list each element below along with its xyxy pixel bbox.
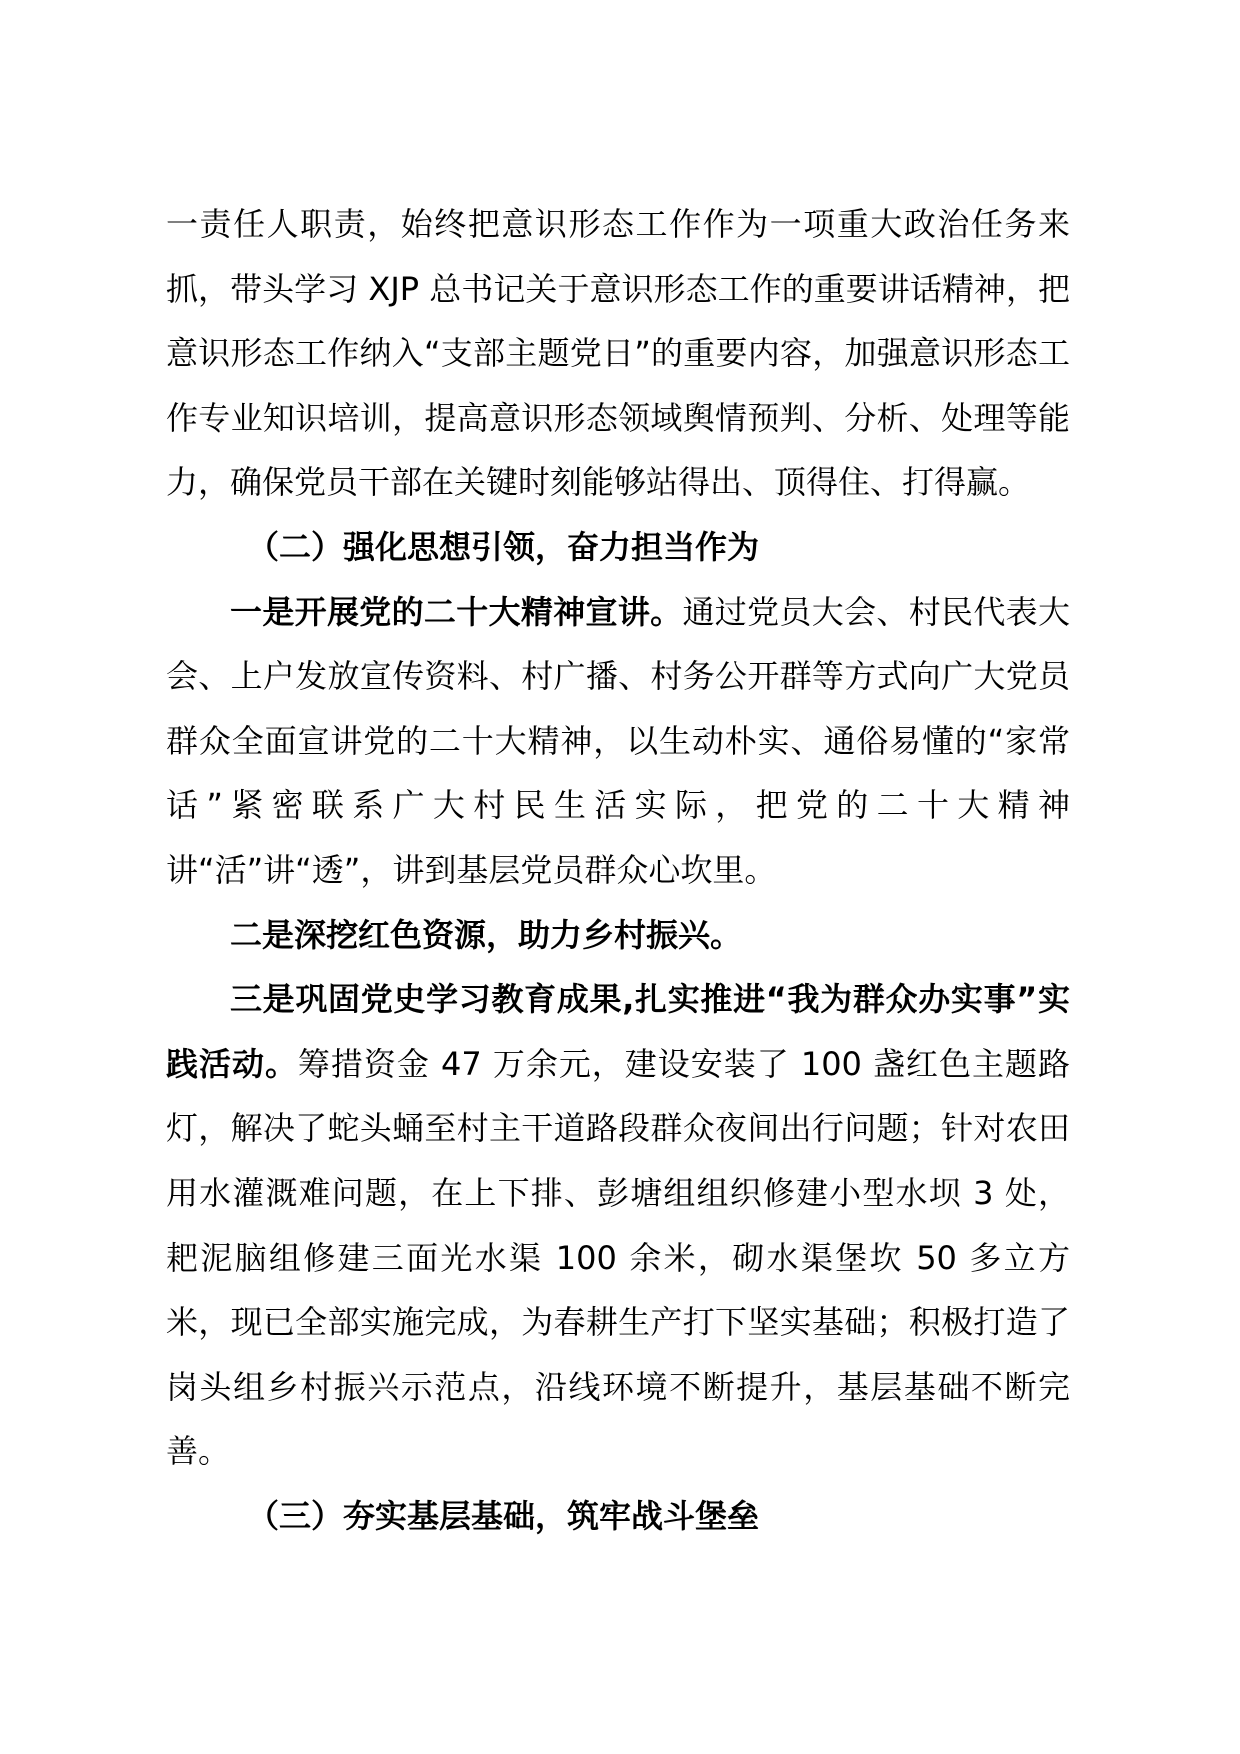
section-heading-2: （二）强化思想引领，奋力担当作为 [247, 527, 760, 566]
paragraph-responsibility: 一责任人职责，始终把意识形态工作作为一项重大政治任务来抓，带头学习 XJP 总书记关于意识形态工作的重要讲话精神，把意识形态工作纳入“支部主题党日”的重要内容，加强意识形态工作专业知识培训，提高意识形态领域舆情预判、分析、处理等能力，确保党员干部在关键时刻能够站得出、顶得住、打得赢。 [166, 205, 1070, 502]
paragraph-item-3 [166, 967, 1070, 1484]
document-page [166, 192, 1070, 1548]
item-1-lead: 一是开展党的二十大精神宣讲。 [230, 592, 683, 631]
item-3-lead: 三是巩固党史学习教育成果,扎实推进“我为群众办实事”实践活动。 [166, 980, 1070, 1083]
item-3-body: 筹措资金 47 万余元，建设安装了 100 盏红色主题路灯，解决了蛇头蛹至村主干道路段群众夜间出行问题；针对农田用水灌溉难问题，在上下排、彭塘组组织修建小型水坝 3 处，耙泥脑组修建三面光水渠 100 余米，砌水渠堡坎 50 多立方米，现已全部实施完成，为春耕生产打下坚实基础；积极打造了岗头组乡村振兴示范点，沿线环境不断提升，基层基础不断完善。 [166, 1044, 1070, 1471]
item-1-body: 通过党员大会、村民代表大会、上户发放宣传资料、村广播、村务公开群等方式向广大党员群众全面宣讲党的二十大精神，以生动朴实、通俗易懂的“家常话”紧密联系广大村民生活实际，把党的二十大精神讲“活”讲“透”，讲到基层党员群众心坎里。 [166, 592, 1070, 889]
paragraph-item-2: 二是深挖红色资源，助力乡村振兴。 [230, 915, 743, 954]
section-heading-3: （三）夯实基层基础，筑牢战斗堡垒 [247, 1496, 760, 1535]
paragraph-item-1 [166, 580, 1070, 903]
